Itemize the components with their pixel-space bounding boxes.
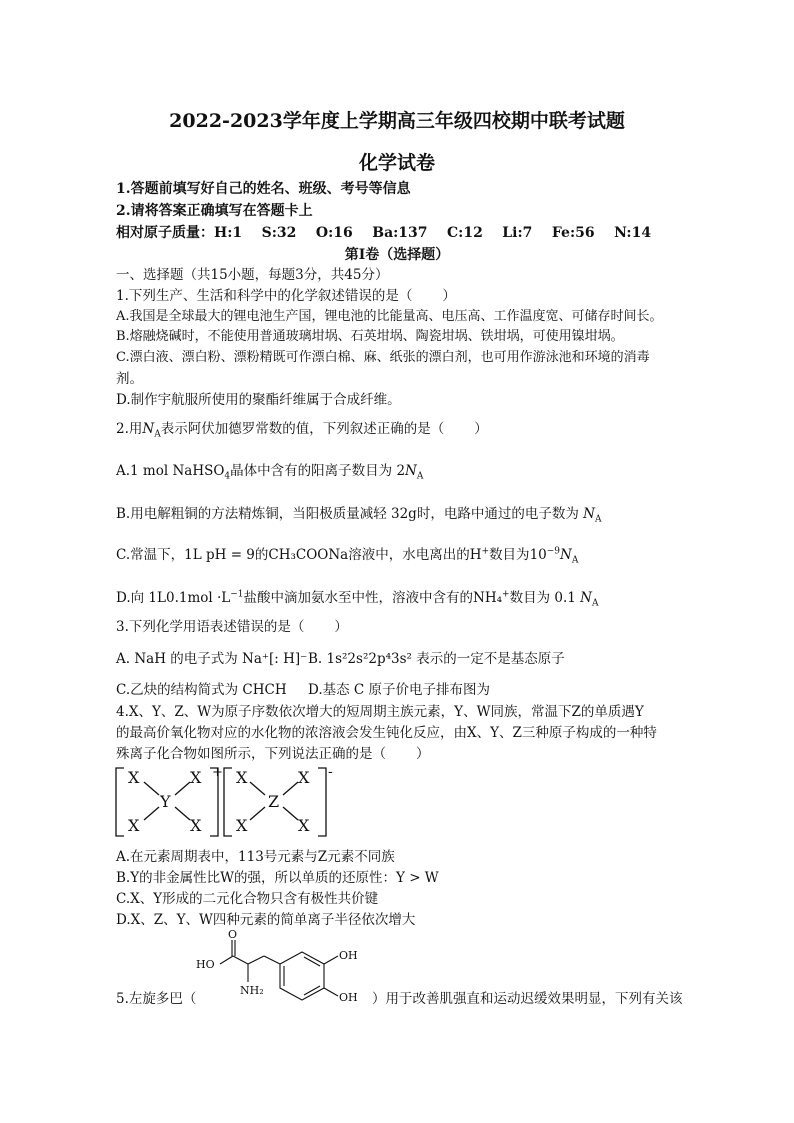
mol-hydroxyl: OH — [339, 991, 358, 1004]
q3-option-a: A. NaH 的电子式为 Na⁺[: H]⁻ — [116, 651, 308, 667]
atom-x: X — [236, 768, 248, 787]
q4-stem-line2: 的最高价氧化物对应的水化物的浓溶液会发生钝化反应，由X、Y、Z三种原子构成的一种特 — [116, 725, 657, 741]
instruction-1: 1.答题前填写好自己的姓名、班级、考号等信息 — [116, 181, 411, 197]
q1-option-d: D.制作宇航服所使用的聚酯纤维属于合成纤维。 — [116, 392, 401, 408]
q2-option-c: C.常温下，1L pH = 9的CH₃COONa溶液中，水电离出的H+数目为$10^{-9}N_A$ — [116, 546, 579, 566]
levodopa-structure — [192, 928, 372, 1010]
mol-oxygen: O — [228, 928, 238, 941]
atom-x: X — [298, 768, 310, 787]
mol-hydroxyl: HO — [196, 958, 215, 971]
exam-title: 2022-2023学年度上学期高三年级四校期中联考试题 — [169, 110, 625, 132]
q1-option-a: A.我国是全球最大的锂电池生产国，锂电池的比能量高、电压高、工作温度宽、可储存时间长。 — [116, 309, 663, 324]
q2-option-a: A.1 mol NaHSO$_4$晶体中含有的阳离子数目为 $2N_A$ — [116, 463, 424, 482]
atom-x: X — [236, 816, 248, 835]
atom-z: Z — [268, 792, 280, 811]
mol-amino: NH₂ — [240, 984, 264, 997]
q1-option-c-cont: 剂。 — [116, 371, 143, 387]
q3-option-d: D.基态 C 原子价电子排布图为 — [308, 682, 491, 698]
atom-x: X — [190, 768, 202, 787]
volume-heading: 第Ⅰ卷（选择题） — [344, 247, 450, 263]
section-heading: 一、选择题（共15小题，每题3分，共45分） — [116, 267, 389, 283]
ionic-compound-structure — [112, 762, 352, 842]
q3-option-c: C.乙炔的结构简式为 CHCH — [116, 682, 287, 698]
q4-option-a: A.在元素周期表中，113号元素与Z元素不同族 — [116, 849, 395, 865]
q4-option-c: C.X、Y形成的二元化合物只含有极性共价键 — [116, 891, 379, 907]
q1-option-b: B.熔融烧碱时，不能使用普通玻璃坩埚、石英坩埚、陶瓷坩埚、铁坩埚，可使用镍坩埚。 — [116, 329, 624, 344]
q1-option-c: C.漂白液、漂白粉、漂粉精既可作漂白棉、麻、纸张的漂白剂，也可用作游泳池和环境的消毒 — [116, 350, 650, 365]
q4-stem-line3: 殊离子化合物如图所示，下列说法正确的是（ ） — [116, 746, 430, 762]
q4-option-b: B.Y的非金属性比W的强，所以单质的还原性：Y > W — [116, 870, 439, 886]
q4-option-d: D.X、Z、Y、W四种元素的简单离子半径依次增大 — [116, 912, 416, 928]
atom-x: X — [298, 816, 310, 835]
q2-stem: 2.用$N_A$表示阿伏加德罗常数的值，下列叙述正确的是（ ） — [116, 421, 488, 440]
q1-stem: 1.下列生产、生活和科学中的化学叙述错误的是（ ） — [116, 288, 456, 304]
q2-option-b: B.用电解粗铜的方法精炼铜，当阳极质量减轻 32g时，电路中通过的电子数为 $N_A$ — [116, 506, 602, 525]
atom-x: X — [190, 816, 202, 835]
instruction-2: 2.请将答案正确填写在答题卡上 — [116, 203, 313, 219]
subject-title: 化学试卷 — [358, 152, 435, 174]
cation-charge: + — [212, 765, 223, 780]
atom-x: X — [128, 768, 140, 787]
q5-stem-end: ）用于改善肌强直和运动迟缓效果明显，下列有关该 — [372, 991, 683, 1007]
anion-charge: - — [328, 764, 333, 780]
q2-option-d: D.向 $1L0.1mol \cdot L^{-1}$盐酸中滴加氨水至中性，溶液中含有的NH₄+数目为 0.1 $N_A$ — [116, 589, 599, 609]
q5-stem-start: 5.左旋多巴（ — [116, 991, 197, 1007]
atom-x: X — [128, 816, 140, 835]
q3-option-b: B. 1s²2s²2p⁴3s² 表示的一定不是基态原子 — [308, 651, 565, 667]
mol-hydroxyl: OH — [339, 949, 358, 962]
q4-stem-line1: 4.X、Y、Z、W为原子序数依次增大的短周期主族元素，Y、W同族，常温下Z的单质遇Y — [116, 704, 644, 720]
q3-stem: 3.下列化学用语表述错误的是（ ） — [116, 619, 348, 635]
atomic-mass-line: 相对原子质量：H:1 S:32 O:16 Ba:137 C:12 Li:7 Fe:56 N:14 — [116, 225, 652, 241]
atom-y: Y — [160, 792, 171, 811]
